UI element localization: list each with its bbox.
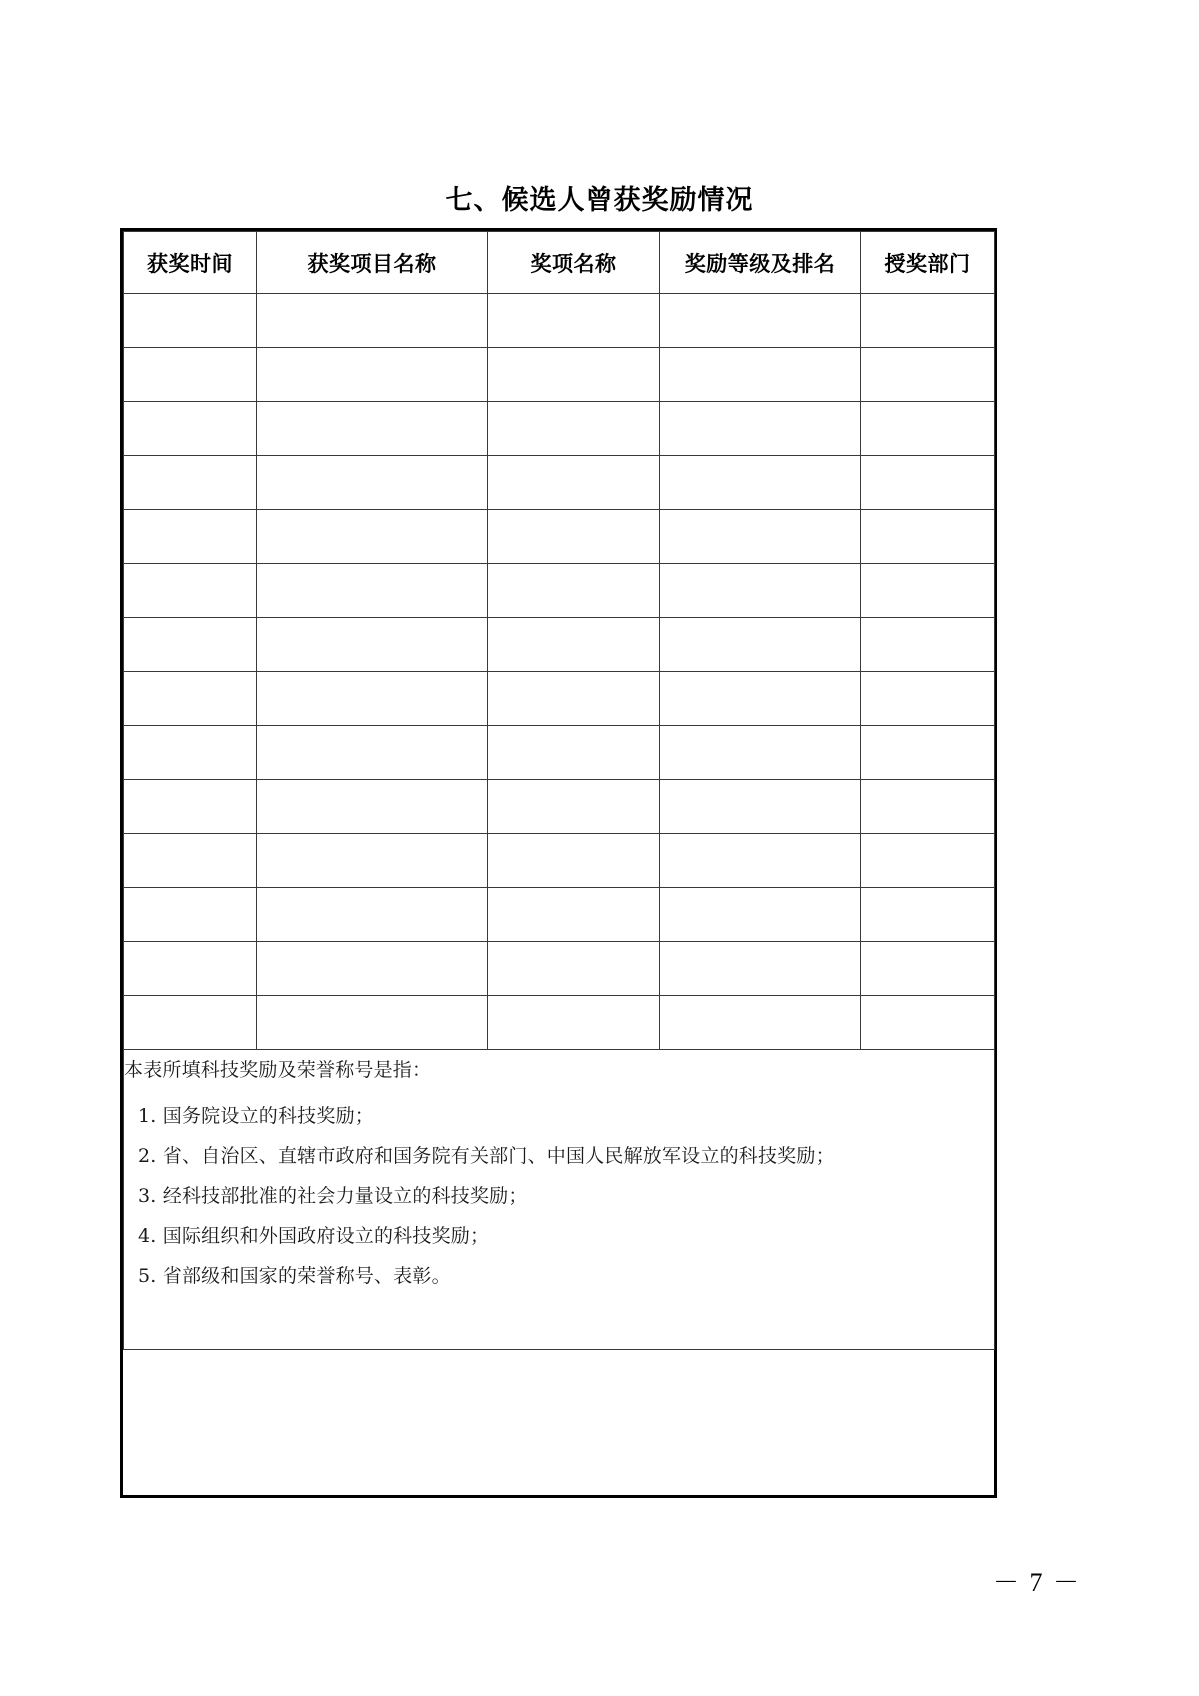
table-cell[interactable] — [124, 294, 257, 348]
table-row — [124, 456, 995, 510]
table-cell[interactable] — [861, 888, 995, 942]
table-cell[interactable] — [861, 456, 995, 510]
table-cell[interactable] — [660, 402, 861, 456]
note-item-3: 3. 经科技部批准的社会力量设立的科技奖励； — [138, 1185, 528, 1207]
table-cell[interactable] — [660, 942, 861, 996]
table-row — [124, 618, 995, 672]
table-cell[interactable] — [861, 726, 995, 780]
table-row — [124, 834, 995, 888]
table-cell[interactable] — [488, 672, 660, 726]
table-cell[interactable] — [257, 834, 488, 888]
table-cell[interactable] — [488, 942, 660, 996]
table-cell[interactable] — [861, 780, 995, 834]
table-cell[interactable] — [257, 888, 488, 942]
table-cell[interactable] — [660, 564, 861, 618]
table-cell[interactable] — [124, 564, 257, 618]
table-cell[interactable] — [124, 510, 257, 564]
table-row — [124, 672, 995, 726]
note-item-4: 4. 国际组织和外国政府设立的科技奖励； — [138, 1225, 490, 1247]
note-item-5: 5. 省部级和国家的荣誉称号、表彰。 — [138, 1265, 451, 1287]
page-title: 七、候选人曾获奖励情况 — [445, 185, 754, 216]
table-row — [124, 510, 995, 564]
table-cell[interactable] — [861, 996, 995, 1050]
table-row — [124, 996, 995, 1050]
table-cell[interactable] — [124, 834, 257, 888]
note-item-2: 2. 省、自治区、直辖市政府和国务院有关部门、中国人民解放军设立的科技奖励； — [138, 1145, 835, 1167]
table-cell[interactable] — [257, 672, 488, 726]
page-number: － 7 － — [992, 1568, 1081, 1597]
table-cell[interactable] — [124, 348, 257, 402]
table-cell[interactable] — [660, 510, 861, 564]
column-header-award-time: 获奖时间 — [124, 232, 257, 294]
table-cell[interactable] — [257, 294, 488, 348]
table-row — [124, 726, 995, 780]
table-header-row — [124, 232, 995, 294]
table-cell[interactable] — [861, 834, 995, 888]
table-cell[interactable] — [124, 942, 257, 996]
table-cell[interactable] — [124, 618, 257, 672]
table-cell[interactable] — [488, 888, 660, 942]
table-cell[interactable] — [488, 510, 660, 564]
table-cell[interactable] — [488, 780, 660, 834]
table-cell[interactable] — [660, 996, 861, 1050]
table-cell[interactable] — [660, 888, 861, 942]
notes-heading: 本表所填科技奖励及荣誉称号是指： — [124, 1059, 432, 1081]
table-cell[interactable] — [124, 888, 257, 942]
table-cell[interactable] — [257, 348, 488, 402]
table-cell[interactable] — [124, 402, 257, 456]
table-cell[interactable] — [124, 456, 257, 510]
table-cell[interactable] — [488, 348, 660, 402]
table-row — [124, 780, 995, 834]
table-cell[interactable] — [861, 348, 995, 402]
table-cell[interactable] — [861, 942, 995, 996]
table-cell[interactable] — [861, 510, 995, 564]
table-cell[interactable] — [257, 996, 488, 1050]
award-table — [123, 231, 995, 1350]
column-header-award-issuer: 授奖部门 — [861, 232, 995, 294]
table-cell[interactable] — [257, 564, 488, 618]
table-cell[interactable] — [488, 294, 660, 348]
table-cell[interactable] — [660, 618, 861, 672]
table-row — [124, 942, 995, 996]
table-cell[interactable] — [861, 294, 995, 348]
table-cell[interactable] — [257, 726, 488, 780]
table-cell[interactable] — [861, 564, 995, 618]
table-cell[interactable] — [861, 402, 995, 456]
table-cell[interactable] — [660, 726, 861, 780]
table-header — [124, 232, 995, 294]
table-cell[interactable] — [861, 672, 995, 726]
table-cell[interactable] — [660, 348, 861, 402]
notes-row — [124, 1050, 995, 1350]
table-cell[interactable] — [257, 456, 488, 510]
table-cell[interactable] — [488, 996, 660, 1050]
table-cell[interactable] — [257, 510, 488, 564]
table-cell[interactable] — [257, 618, 488, 672]
column-header-award-name: 奖项名称 — [488, 232, 660, 294]
column-header-project-name: 获奖项目名称 — [257, 232, 488, 294]
table-cell[interactable] — [488, 456, 660, 510]
table-cell[interactable] — [660, 294, 861, 348]
table-cell[interactable] — [660, 672, 861, 726]
table-row — [124, 564, 995, 618]
note-item-1: 1. 国务院设立的科技奖励； — [138, 1105, 374, 1127]
table-cell[interactable] — [660, 456, 861, 510]
column-header-award-level: 奖励等级及排名 — [660, 232, 861, 294]
table-cell[interactable] — [861, 618, 995, 672]
table-cell[interactable] — [124, 780, 257, 834]
table-cell[interactable] — [257, 780, 488, 834]
table-cell[interactable] — [660, 834, 861, 888]
table-cell[interactable] — [124, 996, 257, 1050]
table-cell[interactable] — [488, 726, 660, 780]
table-cell[interactable] — [124, 672, 257, 726]
table-cell[interactable] — [488, 618, 660, 672]
table-cell[interactable] — [488, 834, 660, 888]
table-row — [124, 402, 995, 456]
notes-block — [124, 1050, 995, 1350]
table-body — [124, 294, 995, 1050]
table-cell[interactable] — [488, 402, 660, 456]
table-cell[interactable] — [257, 402, 488, 456]
award-table-frame — [120, 228, 997, 1498]
table-row — [124, 294, 995, 348]
table-cell[interactable] — [257, 942, 488, 996]
table-cell[interactable] — [124, 726, 257, 780]
table-cell[interactable] — [660, 780, 861, 834]
table-row — [124, 348, 995, 402]
table-footer — [124, 1050, 995, 1350]
table-row — [124, 888, 995, 942]
table-cell[interactable] — [488, 564, 660, 618]
